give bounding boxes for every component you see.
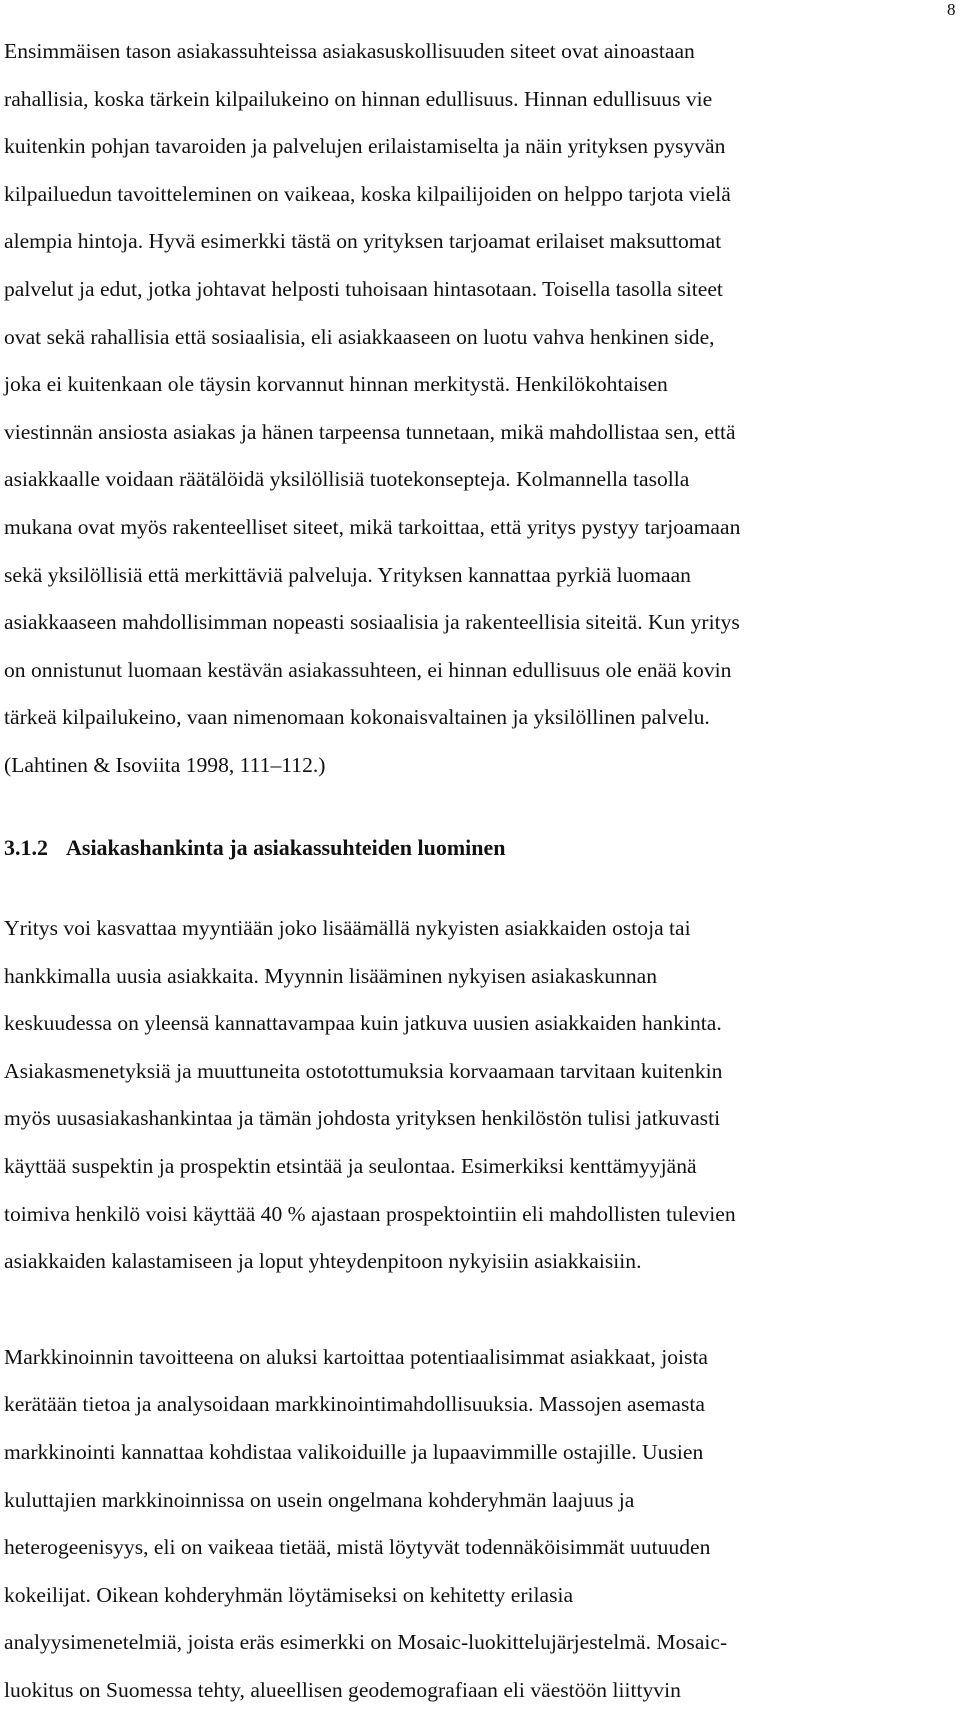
text-line: myös uusasiakashankintaa ja tämän johdosta yrityksen henkilöstön tulisi jatkuvasti	[4, 1106, 721, 1131]
text-line: Yritys voi kasvattaa myyntiään joko lisäämällä nykyisten asiakkaiden ostoja tai	[4, 916, 691, 941]
text-line: markkinointi kannattaa kohdistaa valikoiduille ja lupaavimmille ostajille. Uusien	[4, 1440, 704, 1465]
document-body	[4, 28, 950, 1715]
text-line: kokeilijat. Oikean kohderyhmän löytämiseksi on kehitetty erilasia	[4, 1582, 574, 1607]
text-line: Asiakasmenetyksiä ja muuttuneita ostotottumuksia korvaamaan tarvitaan kuitenkin	[4, 1058, 723, 1083]
text-line: keskuudessa on yleensä kannattavampaa kuin jatkuva uusien asiakkaiden hankinta.	[4, 1011, 722, 1036]
paragraph-marketing-targeting	[4, 1334, 950, 1715]
section-number: 3.1.2	[4, 834, 48, 860]
text-line: luokitus on Suomessa tehty, alueellisen geodemografiaan eli väestöön liittyvin	[4, 1678, 681, 1702]
text-line: mukana ovat myös rakenteelliset siteet, mikä tarkoittaa, että yritys pystyy tarjoamaan	[4, 514, 741, 539]
text-line: kerätään tietoa ja analysoidaan markkinointimahdollisuuksia. Massojen asemasta	[4, 1392, 705, 1417]
citation-line: (Lahtinen & Isoviita 1998, 111–112.)	[4, 752, 326, 777]
paragraph-customer-relationship-levels	[4, 28, 950, 790]
text-line: kilpailuedun tavoitteleminen on vaikeaa, koska kilpailijoiden on helppo tarjota vielä	[4, 181, 731, 206]
text-line: Ensimmäisen tason asiakassuhteissa asiakasuskollisuuden siteet ovat ainoastaan	[4, 39, 695, 63]
text-line: asiakkaalle voidaan räätälöidä yksilöllisiä tuotekonsepteja. Kolmannella tasolla	[4, 467, 690, 492]
text-line: toimiva henkilö voisi käyttää 40 % ajastaan prospektointiin eli mahdollisten tulevien	[4, 1201, 736, 1226]
text-line: käyttää suspektin ja prospektin etsintää ja seulontaa. Esimerkiksi kenttämyyjänä	[4, 1154, 697, 1179]
paragraph-customer-acquisition	[4, 905, 950, 1286]
text-line: kuluttajien markkinoinnissa on usein ongelmana kohderyhmän laajuus ja	[4, 1487, 635, 1512]
text-line: Markkinoinnin tavoitteena on aluksi kartoittaa potentiaalisimmat asiakkaat, joista	[4, 1344, 709, 1369]
text-line: viestinnän ansiosta asiakas ja hänen tarpeensa tunnetaan, mikä mahdollistaa sen, että	[4, 419, 736, 444]
text-line: on onnistunut luomaan kestävän asiakassuhteen, ei hinnan edullisuus ole enää kovin	[4, 657, 732, 682]
text-line: analyysimenetelmiä, joista eräs esimerkki on Mosaic-luokittelujärjestelmä. Mosaic-	[4, 1630, 728, 1655]
text-line: palvelut ja edut, jotka johtavat helposti tuhoisaan hintasotaan. Toisella tasolla siteet	[4, 276, 723, 301]
text-line: sekä yksilöllisiä että merkittäviä palveluja. Yrityksen kannattaa pyrkiä luomaan	[4, 562, 691, 587]
text-line: hankkimalla uusia asiakkaita. Myynnin lisääminen nykyisen asiakaskunnan	[4, 963, 658, 988]
page-number: 8	[947, 0, 956, 19]
text-line: ovat sekä rahallisia että sosiaalisia, eli asiakkaaseen on luotu vahva henkinen side,	[4, 324, 715, 349]
text-line: asiakkaiden kalastamiseen ja loput yhteydenpitoon nykyisiin asiakkaisiin.	[4, 1249, 642, 1274]
text-line: kuitenkin pohjan tavaroiden ja palvelujen erilaistamiselta ja näin yrityksen pysyvän	[4, 134, 726, 159]
section-heading	[4, 824, 950, 872]
text-line: joka ei kuitenkaan ole täysin korvannut hinnan merkitystä. Henkilökohtaisen	[4, 372, 668, 397]
text-line: asiakkaaseen mahdollisimman nopeasti sosiaalisia ja rakenteellisia siteitä. Kun yritys	[4, 610, 740, 635]
text-line: heterogeenisyys, eli on vaikeaa tietää, mistä löytyvät todennäköisimmät uutuuden	[4, 1535, 711, 1560]
text-line: rahallisia, koska tärkein kilpailukeino on hinnan edullisuus. Hinnan edullisuus vie	[4, 86, 713, 111]
text-line: alempia hintoja. Hyvä esimerkki tästä on yrityksen tarjoamat erilaiset maksuttomat	[4, 229, 722, 254]
text-line: tärkeä kilpailukeino, vaan nimenomaan kokonaisvaltainen ja yksilöllinen palvelu.	[4, 705, 710, 730]
section-title: Asiakashankinta ja asiakassuhteiden luominen	[66, 834, 506, 860]
